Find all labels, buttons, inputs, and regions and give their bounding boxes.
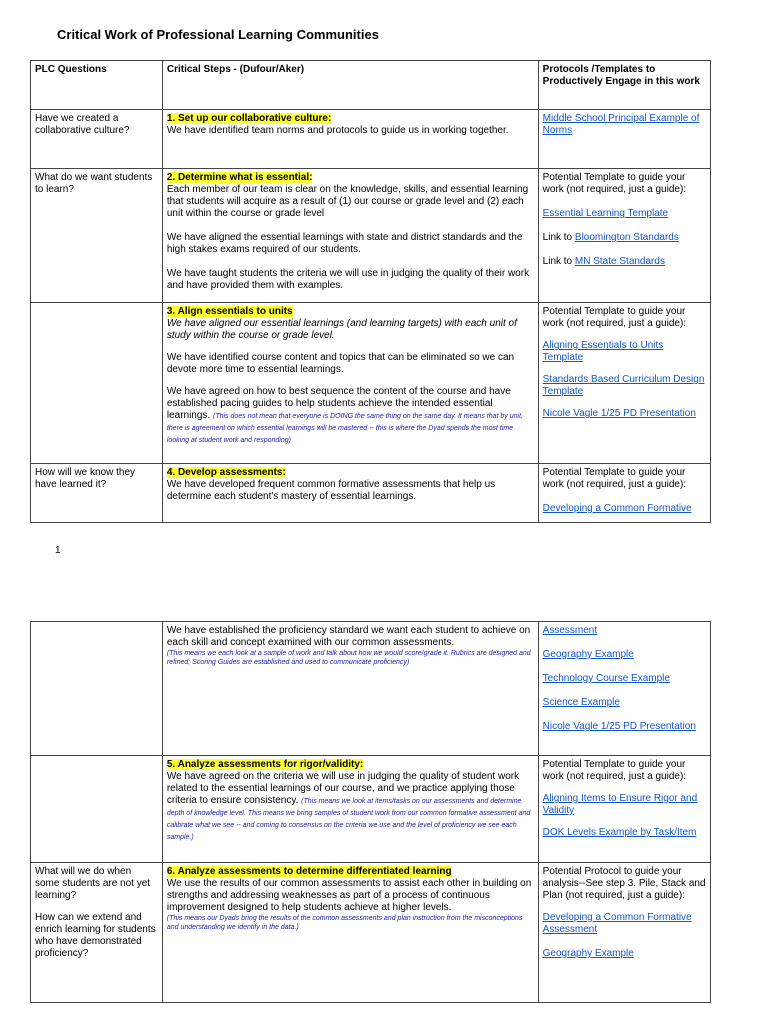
step-note: (This means we each look at a sample of work and talk about how we would score/grade it. Rubrics are designed and refined; Scoring Guides are established and used to communicate proficiency): [166, 650, 531, 666]
step-note: (This does not mean that everyone is DOING the same thing on the same day. It means that by unit, there is agreement on which essential learnings will be mastered -- this is where the Dyad spends the most time looking at student work and responding): [166, 413, 523, 444]
page-number: 1: [55, 545, 61, 556]
geography-example-link[interactable]: Geography Example: [542, 948, 634, 959]
protocol-cell: [538, 303, 710, 464]
step-text: We use the results of our common assessments to assist each other in building on strengths and addressing weaknesses as part of a process of continuous improvement designed to help students achieve at higher levels.: [166, 878, 532, 913]
table-row: [31, 110, 711, 169]
step-title: 4. Develop assessments:: [166, 467, 286, 478]
question-cell: [31, 756, 163, 863]
question-cell: [31, 303, 163, 464]
question-cell: [31, 622, 163, 756]
header-critical-steps: Critical Steps - (Dufour/Aker): [162, 61, 538, 110]
step-title: 3. Align essentials to units: [166, 306, 293, 317]
header-protocols: Protocols /Templates to Productively Engage in this work: [538, 61, 710, 110]
step-paragraph: Each member of our team is clear on the knowledge, skills, and essential learning that students will acquire as a result of (1) our course or grade level and (2) each unit within the course or grade level: [166, 184, 529, 219]
question-cell: [31, 169, 163, 303]
step-cell: [162, 622, 538, 756]
protocol-cell: [538, 863, 710, 1003]
aligning-items-link[interactable]: Aligning Items to Ensure Rigor and Validity: [542, 793, 698, 816]
step-title: 2. Determine what is essential:: [166, 172, 313, 183]
norms-example-link[interactable]: Middle School Principal Example of Norms: [542, 113, 700, 136]
question-text: What will we do when some students are not yet learning?: [35, 866, 151, 901]
step-title: 5. Analyze assessments for rigor/validity:: [166, 759, 364, 770]
step-text: We have identified team norms and protocols to guide us in working together.: [166, 125, 509, 136]
question-cell: [31, 110, 163, 169]
step-paragraph: We have aligned the essential learnings with state and district standards and the high stakes exams required of our students.: [166, 232, 523, 255]
document-title: Critical Work of Professional Learning Communities: [57, 27, 379, 42]
standards-curriculum-link[interactable]: Standards Based Curriculum Design Template: [542, 374, 705, 397]
bloomington-standards-link[interactable]: Bloomington Standards: [574, 232, 679, 243]
step-note: (This means we look at items/tasks on our assessments and determine depth of knowledge level. This means we bring samples of student work from our common formative assessment and calibrate what we see -- and coming to consensus on the criteria we use and the level of proficiency we see each sample.): [166, 798, 531, 841]
protocol-intro: Potential Protocol to guide your analysis--See step 3. Pile, Stack and Plan (not required, just a guide):: [542, 866, 706, 901]
step-cell: [162, 169, 538, 303]
step-cell: [162, 464, 538, 523]
step-title: 1. Set up our collaborative culture:: [166, 113, 332, 124]
question-cell: [31, 863, 163, 1003]
question-text: Have we created a collaborative culture?: [35, 113, 130, 136]
table-header-row: [31, 61, 711, 110]
plc-table-page-1: [30, 60, 711, 523]
protocol-intro: Potential Template to guide your work (not required, just a guide):: [542, 467, 687, 490]
question-text: How can we extend and enrich learning for students who have demonstrated proficiency?: [35, 912, 156, 959]
essential-learning-template-link[interactable]: Essential Learning Template: [542, 208, 669, 219]
table-row: [31, 464, 711, 523]
dok-levels-link[interactable]: DOK Levels Example by Task/Item: [542, 827, 697, 838]
mn-state-standards-link[interactable]: MN State Standards: [574, 256, 665, 267]
protocol-cell: [538, 110, 710, 169]
protocol-cell: [538, 756, 710, 863]
step-title: 6. Analyze assessments to determine differentiated learning: [166, 866, 452, 877]
common-formative-assessment-link[interactable]: Developing a Common Formative Assessment: [542, 912, 692, 935]
step-cell: [162, 303, 538, 464]
step-text: We have agreed on the criteria we will use in judging the quality of student work related to the essential learnings of our course, and we practice applying those criteria to ensure consistency. (This means we look at items/tasks on our assessments and determine depth of knowledge level. This means we bring samples of student work from our common formative assessment and calibrate what we see -- and coming to consensus on the criteria we use and the level of proficiency we see each sample.): [166, 771, 531, 841]
step-cell: [162, 110, 538, 169]
protocol-cell: [538, 169, 710, 303]
technology-course-link[interactable]: Technology Course Example: [542, 673, 670, 684]
nicole-vagle-link[interactable]: Nicole Vagle 1/25 PD Presentation: [542, 408, 696, 419]
protocol-cell: [538, 464, 710, 523]
table-row: [31, 863, 711, 1003]
step-paragraph: We have agreed on how to best sequence the content of the course and have established pacing guides to help students achieve the intended essential learnings. (This does not mean that everyone is DOING the same thing on the same day. It means that by unit, there is agreement on which essential learnings will be mastered -- this is where the Dyad spends the most time looking at student work and responding): [166, 386, 523, 444]
nicole-vagle-link[interactable]: Nicole Vagle 1/25 PD Presentation: [542, 721, 696, 732]
question-text: How will we know they have learned it?: [35, 467, 136, 490]
aligning-essentials-link[interactable]: Aligning Essentials to Units Template: [542, 340, 664, 363]
link-prefix: Link to: [542, 256, 575, 267]
protocol-intro: Potential Template to guide your work (not required, just a guide):: [542, 306, 687, 329]
table-row: [31, 169, 711, 303]
protocol-intro: Potential Template to guide your work (not required, just a guide):: [542, 172, 687, 195]
step-text: We have developed frequent common formative assessments that help us determine each student's mastery of essential learnings.: [166, 479, 496, 502]
step-text: We have established the proficiency standard we want each student to achieve on each skill and concept examined with our common assessments.: [166, 625, 531, 648]
step-note: (This means our Dyads bring the results of the common assessments and plan instruction from the misconceptions and understanding we identify in the data.): [166, 915, 523, 931]
protocol-intro: Potential Template to guide your work (not required, just a guide):: [542, 759, 687, 782]
step-cell: [162, 756, 538, 863]
table-row: [31, 756, 711, 863]
step-paragraph: We have identified course content and topics that can be eliminated so we can devote more time to essential learnings.: [166, 352, 515, 375]
step-paragraph-italic: We have aligned our essential learnings (and learning targets) with each unit of study within the course or grade level.: [166, 318, 517, 341]
geography-example-link[interactable]: Geography Example: [542, 649, 634, 660]
question-cell: [31, 464, 163, 523]
common-formative-link[interactable]: Developing a Common Formative: [542, 503, 692, 514]
plc-table-page-2: [30, 621, 711, 1003]
step-paragraph: We have taught students the criteria we will use in judging the quality of their work and have provided them with examples.: [166, 268, 530, 291]
protocol-cell: [538, 622, 710, 756]
table-row: [31, 303, 711, 464]
assessment-link[interactable]: Assessment: [542, 625, 598, 636]
header-plc-questions: PLC Questions: [31, 61, 163, 110]
question-text: What do we want students to learn?: [35, 172, 153, 195]
table-row: [31, 622, 711, 756]
science-example-link[interactable]: Science Example: [542, 697, 620, 708]
link-prefix: Link to: [542, 232, 575, 243]
step-cell: [162, 863, 538, 1003]
